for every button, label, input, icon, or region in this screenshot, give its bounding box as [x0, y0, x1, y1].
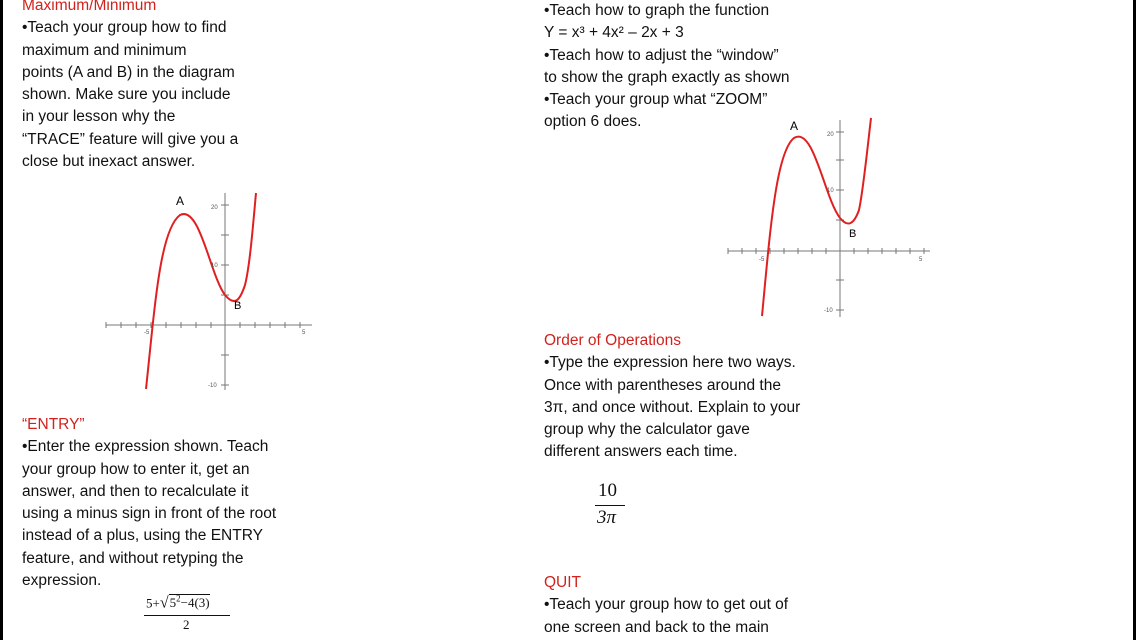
maxmin-section	[22, 0, 322, 173]
maxmin-line: close but inexact answer.	[22, 153, 196, 171]
maxmin-line: •Teach your group how to find	[22, 19, 227, 37]
graphing-line: to show the graph exactly as shown	[544, 68, 790, 86]
graphing-line: option 6 does.	[544, 113, 642, 131]
entry-heading: “ENTRY”	[22, 416, 85, 433]
graphing-line: •Teach how to adjust the “window”	[544, 46, 779, 64]
quit-line: one screen and back to the main	[544, 618, 769, 636]
entry-line: expression.	[22, 572, 102, 590]
formula-fraction-bar	[144, 615, 230, 616]
entry-line: using a minus sign in front of the root	[22, 505, 277, 523]
graphing-line: •Teach how to graph the function	[544, 2, 770, 19]
formula-exponent: 2	[176, 594, 181, 604]
maxmin-line: maximum and minimum	[22, 41, 187, 59]
cubic-curve	[146, 193, 256, 389]
left-edge-bar	[0, 0, 3, 640]
right-cubic-graph	[722, 112, 942, 322]
fraction-denominator: 3π	[597, 507, 617, 528]
entry-line: feature, and without retyping the	[22, 549, 244, 567]
order-line: 3π, and once without. Explain to your	[544, 398, 801, 416]
fraction-formula	[592, 478, 632, 534]
point-a-label: A	[790, 119, 799, 133]
entry-section	[22, 414, 342, 592]
fraction-bar	[595, 505, 625, 506]
entry-line: answer, and then to recalculate it	[22, 482, 249, 500]
formula-prefix: 5+	[146, 595, 160, 611]
formula-denominator: 2	[183, 617, 190, 632]
point-b-label: B	[849, 228, 857, 240]
maxmin-heading: Maximum/Minimum	[22, 0, 157, 14]
order-line: group why the calculator gave	[544, 421, 750, 439]
point-b-label: B	[234, 300, 242, 312]
maxmin-line: points (A and B) in the diagram	[22, 63, 235, 81]
formula-radicand-rest: −4(3)	[180, 595, 210, 611]
entry-line: •Enter the expression shown. Teach	[22, 438, 269, 456]
entry-line: instead of a plus, using the ENTRY	[22, 527, 263, 545]
quit-line: •Teach your group how to get out of	[544, 596, 789, 614]
maxmin-line: shown. Make sure you include	[22, 86, 231, 104]
quadratic-formula	[144, 592, 244, 636]
cubic-curve	[762, 118, 871, 316]
tick-label-x-5: 5	[302, 330, 306, 336]
entry-line: your group how to enter it, get an	[22, 460, 250, 478]
order-heading: Order of Operations	[544, 332, 681, 349]
tick-label-y-10: 10	[827, 188, 834, 194]
order-section	[544, 330, 864, 464]
tick-label-y-neg10: -10	[208, 383, 217, 389]
fraction-numerator: 10	[598, 480, 617, 501]
order-line: Once with parentheses around the	[544, 376, 781, 394]
tick-label-y-20: 20	[827, 132, 834, 138]
quit-section	[544, 572, 864, 639]
graphing-line: •Teach your group what “ZOOM”	[544, 91, 768, 109]
sqrt-sign: √	[159, 594, 169, 612]
left-cubic-graph	[100, 185, 320, 395]
tick-label-x-5: 5	[919, 257, 923, 263]
tick-label-x-neg5: -5	[144, 330, 150, 336]
quit-heading: QUIT	[544, 574, 582, 591]
order-line: •Type the expression here two ways.	[544, 354, 796, 372]
graphing-line: Y = x³ + 4x² – 2x + 3	[544, 24, 684, 42]
tick-label-y-neg10: -10	[824, 308, 833, 314]
tick-label-y-10: 10	[211, 263, 218, 269]
tick-label-y-20: 20	[211, 205, 218, 211]
formula-radicand-base: 5	[169, 595, 177, 611]
order-line: different answers each time.	[544, 443, 738, 461]
maxmin-line: “TRACE” feature will give you a	[22, 130, 239, 148]
maxmin-line: in your lesson why the	[22, 108, 176, 126]
formula-radicand	[169, 594, 210, 610]
point-a-label: A	[176, 194, 185, 208]
tick-label-x-neg5: -5	[759, 257, 765, 263]
